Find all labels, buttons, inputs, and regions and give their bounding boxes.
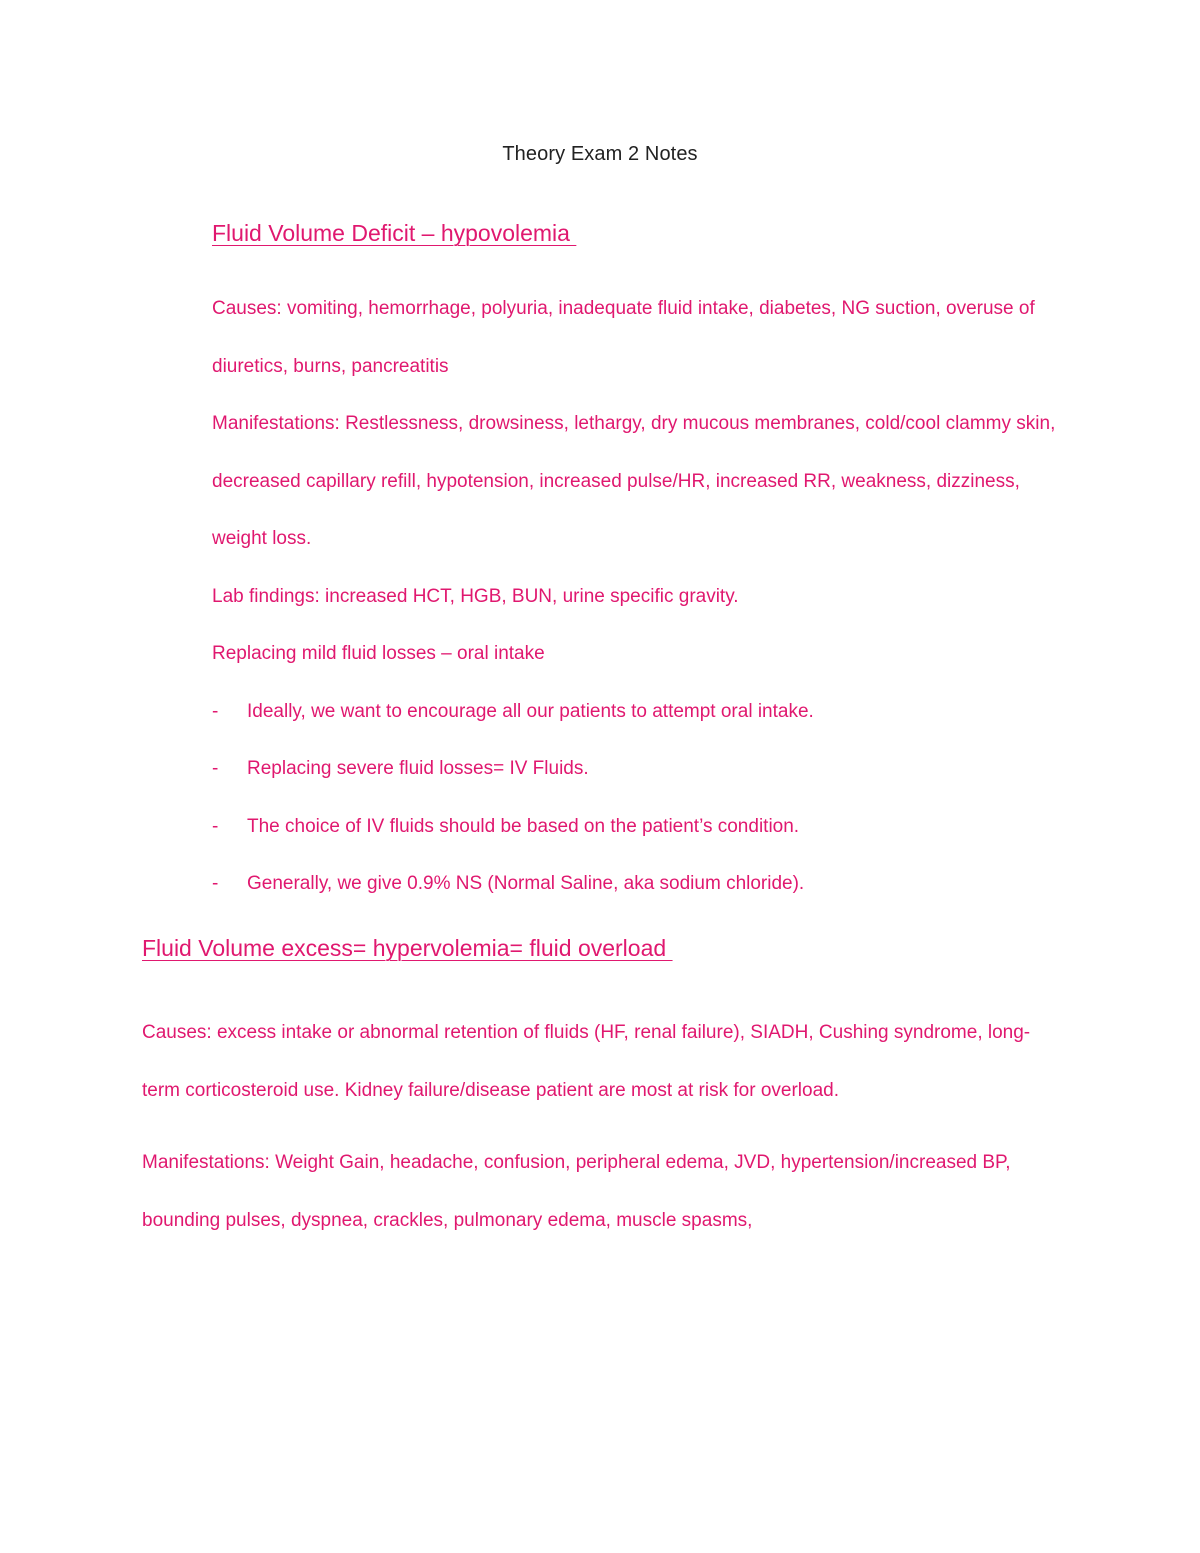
dash-bullet-icon: -	[212, 873, 219, 894]
dash-bullet-icon: -	[212, 758, 219, 779]
causes-paragraph: Causes: excess intake or abnormal retention of fluids (HF, renal failure), SIADH, Cushing syndrome, long-term corticosteroid use. Kidney failure/disease patient are most at risk for overload.	[142, 1022, 1031, 1101]
list-item-text: Generally, we give 0.9% NS (Normal Saline, aka sodium chloride).	[247, 873, 805, 894]
bullet-list	[212, 683, 1072, 913]
list-item	[212, 855, 1072, 913]
list-item-text: The choice of IV fluids should be based on the patient’s condition.	[247, 815, 800, 837]
causes-paragraph: Causes: vomiting, hemorrhage, polyuria, inadequate fluid intake, diabetes, NG suction, overuse of diuretics, burns, pancreatitis	[212, 298, 1035, 377]
section-heading: Fluid Volume Deficit – hypovolemia	[212, 220, 577, 246]
list-item-text: Replacing severe fluid losses= IV Fluids.	[247, 758, 589, 779]
section-heading: Fluid Volume excess= hypervolemia= fluid overload	[142, 935, 673, 961]
list-item	[212, 798, 1072, 856]
document-title: Theory Exam 2 Notes	[502, 143, 698, 165]
manifestations-paragraph: Manifestations: Restlessness, drowsiness, lethargy, dry mucous membranes, cold/cool clammy skin, decreased capillary refill, hypotension, increased pulse/HR, increased RR, weakness, dizziness, weight loss.	[212, 413, 1056, 549]
dash-bullet-icon: -	[212, 815, 219, 837]
section-fluid-volume-excess	[142, 931, 1042, 1264]
dash-bullet-icon: -	[212, 700, 219, 722]
lab-findings-paragraph: Lab findings: increased HCT, HGB, BUN, urine specific gravity.	[212, 585, 739, 607]
section-fluid-volume-deficit	[212, 216, 1072, 913]
replacing-fluids-paragraph: Replacing mild fluid losses – oral intake	[212, 643, 545, 664]
list-item	[212, 683, 1072, 741]
list-item	[212, 740, 1072, 798]
list-item-text: Ideally, we want to encourage all our patients to attempt oral intake.	[247, 700, 814, 722]
manifestations-paragraph: Manifestations: Weight Gain, headache, confusion, peripheral edema, JVD, hypertension/increased BP, bounding pulses, dyspnea, crackles, pulmonary edema, muscle spasms,	[142, 1152, 1011, 1231]
